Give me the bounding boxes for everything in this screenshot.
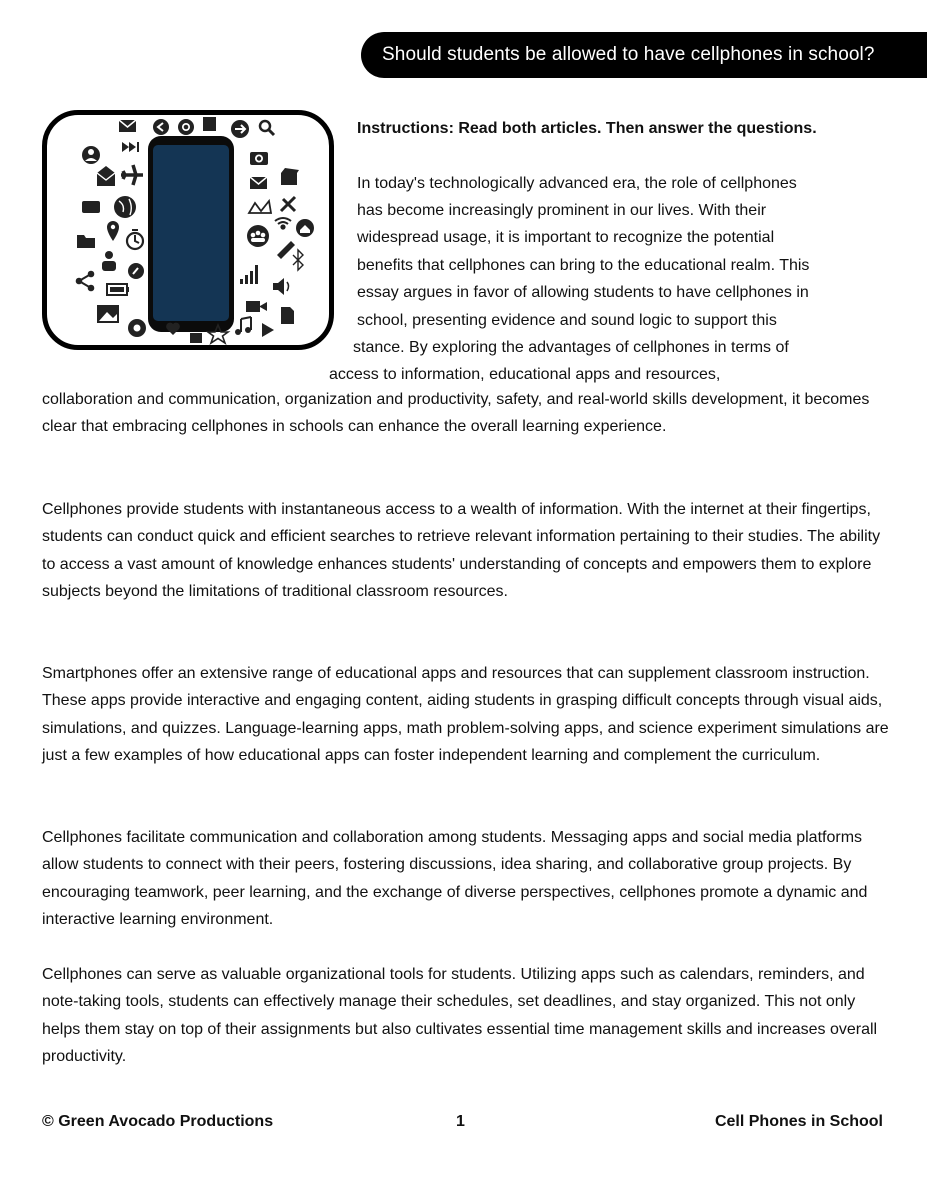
speaker-icon [273, 278, 289, 295]
location-icon [107, 221, 119, 241]
intro-line: has become increasingly prominent in our lives. With their [357, 202, 767, 219]
clapper-icon [281, 168, 299, 185]
title-banner [361, 32, 927, 78]
user-icon [82, 146, 100, 164]
timer-icon [127, 230, 143, 249]
paragraph-access-to-information: Cellphones provide students with instantaneous access to a wealth of information. With the internet at their fingertips, students can conduct quick and efficient searches to retrieve relevant information pertaining to their studies. The ability to access a vast amount of knowledge enhances students' understanding of concepts and empowers them to explore subjects beyond the limitations of traditional classroom resources. [42, 501, 881, 601]
mail-icon [250, 177, 267, 189]
map-icon [249, 201, 271, 213]
page-title: Should students be allowed to have cellphones in school? [382, 44, 875, 65]
email-icon [97, 166, 115, 186]
intro-paragraph-continued: collaboration and communication, organization and productivity, safety, and real-world skills development, it becomes clear that embracing cellphones in schools can enhance the overall learning experience. [42, 391, 870, 436]
video-icon [246, 301, 267, 312]
arrow-icon [231, 120, 249, 138]
battery-icon [107, 284, 129, 295]
share-icon [76, 271, 95, 292]
phone-illustration [42, 110, 334, 350]
intro-line: In today's technologically advanced era, the role of cellphones [357, 175, 797, 192]
intro-line: stance. By exploring the advantages of cellphones in terms of [353, 339, 789, 356]
image-icon [97, 305, 119, 323]
back-icon [153, 119, 169, 135]
record-icon [178, 119, 194, 135]
footer-copyright: © Green Avocado Productions [42, 1113, 274, 1130]
tools-icon [281, 197, 295, 211]
globe-icon [114, 196, 136, 218]
bluetooth-icon [293, 250, 303, 270]
group-icon [247, 225, 269, 247]
document-icon [281, 307, 294, 324]
compass-icon [128, 263, 144, 279]
chat-icon [82, 201, 100, 213]
pencil-icon [277, 241, 295, 259]
phone-screen [153, 145, 229, 321]
wifi-icon [275, 218, 291, 229]
intro-line: benefits that cellphones can bring to the educational realm. This [357, 257, 810, 274]
paragraph-educational-apps: Smartphones offer an extensive range of educational apps and resources that can supplement classroom instruction. These apps provide interactive and engaging content, aiding students in grasping difficult concepts through visual aids, simulations, and quizzes. Language-learning apps, math problem-solving apps, and science experiment simulations are just a few examples of how educational apps can foster independent learning and complement the curriculum. [42, 665, 889, 765]
intro-line: widespread usage, it is important to recognize the potential [357, 229, 775, 246]
footer-document-title: Cell Phones in School [714, 1113, 883, 1130]
camera-icon [250, 152, 268, 165]
paragraph-organization: Cellphones can serve as valuable organizational tools for students. Utilizing apps such as calendars, reminders, and note-taking tools, students can effectively manage their schedules, set deadlines, and stay organized. This not only helps them stay on top of their assignments but also cultivates essential time management skills and increases overall productivity. [42, 966, 878, 1066]
folder-icon [77, 235, 95, 248]
intro-line: essay argues in favor of allowing students to have cellphones in [357, 284, 809, 301]
mail-icon [119, 120, 136, 132]
trash-icon [203, 117, 216, 131]
play-icon [262, 323, 274, 337]
search-icon [260, 121, 274, 135]
heart-icon [166, 323, 180, 335]
intro-line: school, presenting evidence and sound logic to support this [357, 312, 777, 329]
signal-icon [240, 265, 258, 284]
fast-forward-icon [122, 142, 139, 152]
intro-line: access to information, educational apps and resources, [329, 366, 721, 383]
airplane-icon [121, 165, 143, 185]
instructions: Instructions: Read both articles. Then answer the questions. [357, 120, 817, 137]
phone-illustration-graphic [47, 115, 329, 345]
footer-page-number: 1 [456, 1113, 465, 1130]
calendar-icon [190, 333, 202, 343]
gear-icon [128, 319, 146, 337]
paragraph-collaboration: Cellphones facilitate communication and collaboration among students. Messaging apps and social media platforms allow students to connect with their peers, fostering discussions, idea sharing, and collaborative group projects. By encouraging teamwork, peer learning, and the exchange of diverse perspectives, cellphones promote a dynamic and interactive learning environment. [42, 829, 868, 929]
person-icon [102, 251, 116, 271]
home-icon [296, 219, 314, 237]
